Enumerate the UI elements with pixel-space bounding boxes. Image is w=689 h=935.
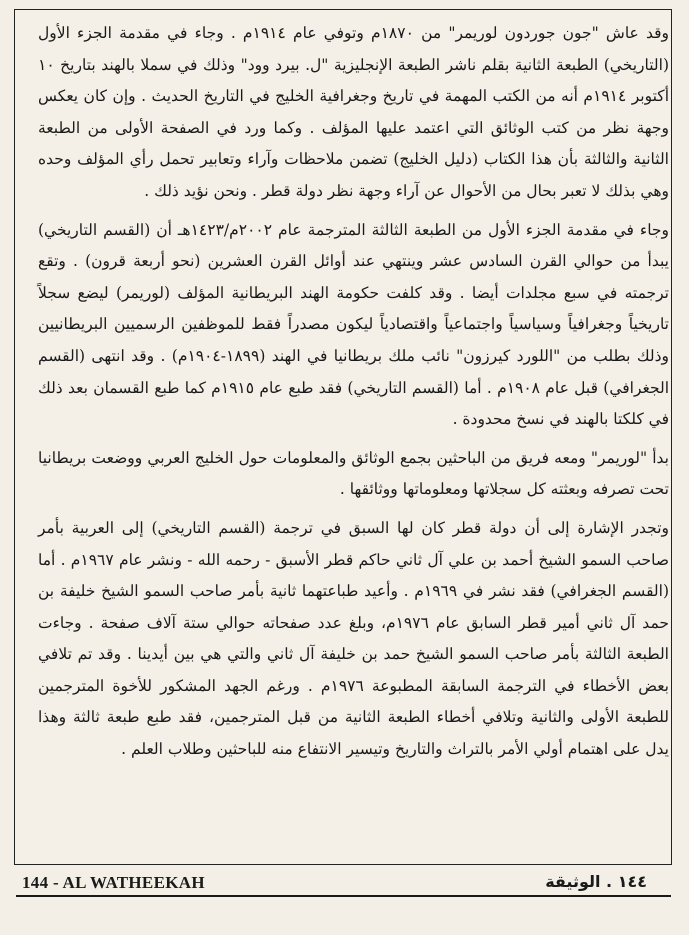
footer-rule <box>16 895 671 897</box>
paragraph-lorimer-bio: وقد عاش "جون جوردون لوريمر" من ١٨٧٠م وتوفي عام ١٩١٤م . وجاء في مقدمة الجزء الأول (التاريخي) الطبعة الثانية بقلم ناشر الطبعة الإنجليزية "ل. بيرد وود" وذلك في سملا بالهند بتاريخ ١٠ أكتوبر ١٩١٤م أنه من الكتب المهمة في تاريخ وجغرافية الخليج في التاريخ الحديث . وإن كان يعكس وجهة نظر من كتب الوثائق التي اعتمد عليها المؤلف . وكما ورد في الصفحة الأولى من الطبعة الثانية والثالثة بأن هذا الكتاب (دليل الخليج) تضمن ملاحظات وآراء وتعابير تحمل رأي المؤلف وحده وهي بذلك لا تعبر بحال من الأحوال عن آراء وجهة نظر دولة قطر . ونحن نؤيد ذلك . <box>38 24 669 200</box>
paragraph-third-edition: وجاء في مقدمة الجزء الأول من الطبعة الثالثة المترجمة عام ٢٠٠٢م/١٤٢٣هـ أن (القسم التاريخي) يبدأ من حوالي القرن السادس عشر وينتهي عند أوائل القرن العشرين (نحو أربعة قرون) . وتقع ترجمته في سبع مجلدات أيضا . وقد كلفت حكومة الهند البريطانية المؤلف (لوريمر) ليضع سجلاً تاريخياً وجغرافياً وسياسياً واجتماعياً واقتصادياً ليكون مصدراً فقط للموظفين الرسميين البريطانيين وذلك بطلب من "اللورد كيرزون" نائب ملك بريطانيا في الهند (١٨٩٩-١٩٠٤م) . وقد انتهى (القسم الجغرافي) قبل عام ١٩٠٨م . أما (القسم التاريخي) فقد طبع عام ١٩١٥م كما طبع القسمان بعد ذلك في كلكتا بالهند في نسخ محدودة . <box>38 220 670 429</box>
paragraph-research-team: بدأ "لوريمر" ومعه فريق من الباحثين بجمع الوثائق والمعلومات حول الخليج العربي ووضعت بريطانيا تحت تصرفه وبعثته كل سجلاتها ومعلوماتها ووثائقها . <box>38 448 669 499</box>
footer-page-label-ar: ١٤٤ . الوثيقة <box>545 872 647 891</box>
footer-page-label-en: 144 - AL WATHEEKAH <box>22 873 205 892</box>
paragraph-qatar-translation: وتجدر الإشارة إلى أن دولة قطر كان لها السبق في ترجمة (القسم التاريخي) إلى العربية بأمر صاحب السمو الشيخ أحمد بن علي آل ثاني حاكم قطر الأسبق - رحمه الله - ونشر عام ١٩٦٧م . أما (القسم الجغرافي) فقد نشر في ١٩٦٩م . وأعيد طباعتهما ثانية بأمر صاحب السمو الشيخ خليفة بن حمد آل ثاني أمير قطر السابق عام ١٩٧٦م، وبلغ عدد صفحاته حوالي ستة آلاف صفحة . وجاءت الطبعة الثالثة بأمر صاحب السمو الشيخ حمد بن خليفة آل ثاني والتي هي بين أيدينا . وقد تم تلافي بعض الأخطاء في الترجمة السابقة المطبوعة ١٩٧٦م . ورغم الجهد المشكور للأخوة المترجمين للطبعة الأولى والثانية وتلافي أخطاء الطبعة الثانية من قبل المترجمين، فقد طبع طبعة ثالثة وهذا يدل على اهتمام أولي الأمر بالتراث والتاريخ وتيسير الانتفاع منه للباحثين وطلاب العلم . <box>38 518 669 759</box>
article-body <box>38 18 669 766</box>
